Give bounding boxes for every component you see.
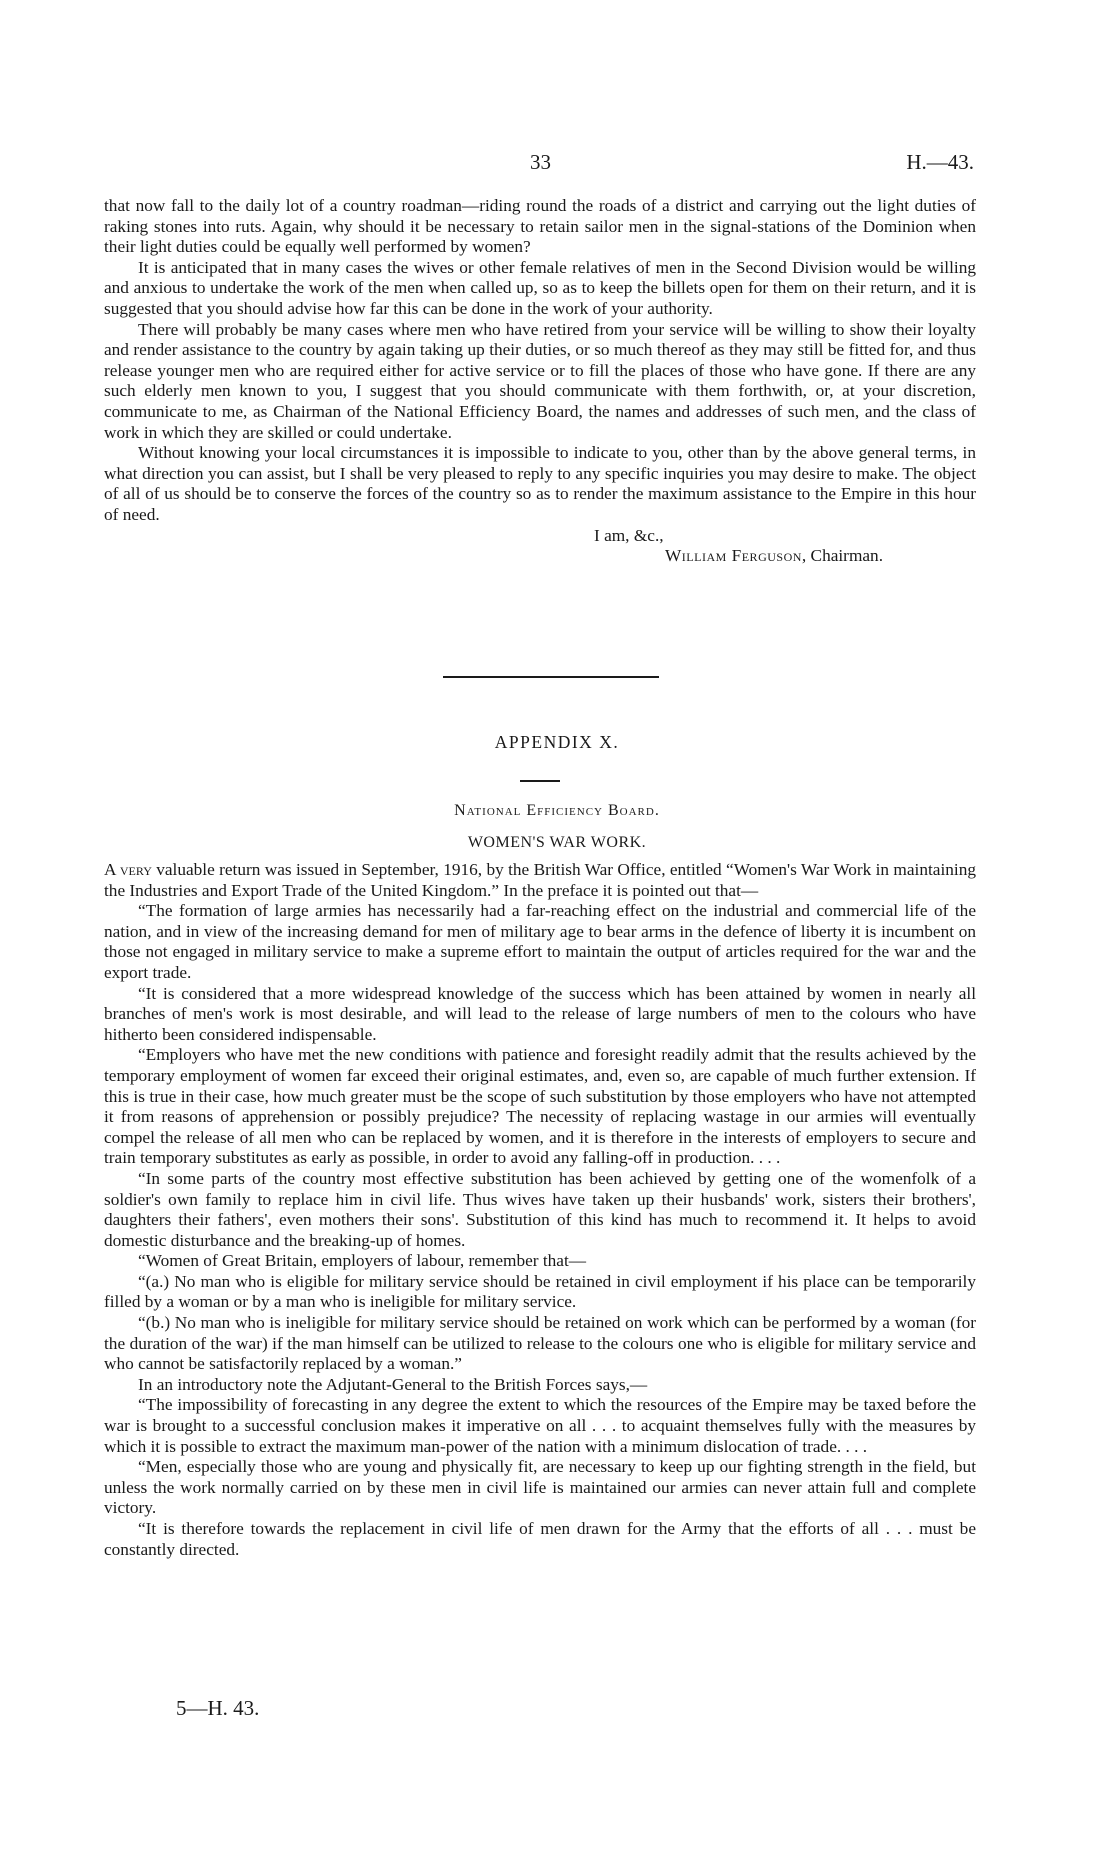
footer-reference: 5—H. 43. bbox=[176, 1696, 260, 1720]
paragraph: “The impossibility of forecasting in any degree the extent to which the resources of the Empire may be taxed before the war is brought to a successful conclusion makes it imperative on all . . . to acquaint themselves fully with the measures by which it is possible to extract the maximum man-power of the nation with a minimum dislocation of trade. . . . bbox=[104, 1395, 976, 1456]
closing: I am, &c., bbox=[594, 525, 664, 545]
paragraph: In an introductory note the Adjutant-General to the British Forces says,— bbox=[138, 1374, 648, 1394]
paragraph: “Employers who have met the new conditions with patience and foresight readily admit that the results achieved by the temporary employment of women far exceed their original estimates, and, even so, are capable of much further extension. If this is true in their case, how much greater must be the scope of such substitution by those employers who have not attempted it from reasons of apprehension or possibly prejudice? The necessity of replacing wastage in our armies will eventually compel the release of all men who can be replaced by women, and it is therefore in the interests of employers to secure and train temporary substitutes as early as possible, in order to avoid any falling-off in production. . . . bbox=[104, 1045, 976, 1168]
paragraph: “The formation of large armies has necessarily had a far-reaching effect on the industrial and commercial life of the nation, and in view of the increasing demand for men of military age to bear arms in the defence of liberty it is incumbent on those not engaged in military service to make a supreme effort to maintain the output of articles required for the war and the export trade. bbox=[104, 901, 976, 982]
signatory-name: William Ferguson bbox=[665, 546, 802, 566]
page-number: 33 bbox=[530, 150, 551, 174]
paragraph: Without knowing your local circumstances it is impossible to indicate to you, other than by the above general terms, in what direction you can assist, but I shall be very pleased to reply to any specific inquiries you may desire to make. The object of all of us should be to conserve the forces of the country so as to render the maximum assistance to the Empire in this hour of need. bbox=[104, 443, 976, 524]
letter-continuation bbox=[104, 196, 976, 567]
paragraph: “In some parts of the country most effective substitution has been achieved by getting one of the womenfolk of a soldier's own family to replace him in civil life. Thus wives have taken up their husbands' work, sisters their brothers', daughters their fathers', even mothers their sons'. Substitution of this kind has much to recommend it. It helps to avoid domestic disturbance and the breaking-up of homes. bbox=[104, 1168, 976, 1250]
intro-lead: A very bbox=[104, 860, 152, 879]
signatory-title: , Chairman. bbox=[801, 546, 884, 566]
section-divider bbox=[443, 676, 659, 678]
paragraph: “(a.) No man who is eligible for military service should be retained in civil employment if his place can be temporarily filled by a woman or by a man who is ineligible for military service. bbox=[104, 1271, 976, 1312]
document-reference: H.—43. bbox=[906, 150, 974, 174]
heading-rule bbox=[520, 780, 560, 782]
paragraph: that now fall to the daily lot of a country roadman—riding round the roads of a district and carrying out the light duties of raking stones into ruts. Again, why should it be necessary to retain sailor men in the signal-stations of the Dominion when their light duties could be equally well performed by women? bbox=[104, 196, 976, 257]
paragraph: “(b.) No man who is ineligible for military service should be retained on work which can be performed by a woman (for the duration of the war) if the man himself can be utilized to release to the colours one who is eligible for military service and who cannot be satisfactorily replaced by a woman.” bbox=[104, 1313, 976, 1374]
board-name: National Efficiency Board. bbox=[454, 802, 660, 819]
paragraph: “Men, especially those who are young and physically fit, are necessary to keep up our fighting strength in the field, but unless the work normally carried on by these men in civil life is maintained our armies can never attain full and complete victory. bbox=[104, 1457, 976, 1518]
appendix-body bbox=[104, 860, 976, 1560]
section-subheading: WOMEN'S WAR WORK. bbox=[467, 834, 647, 851]
intro-text: valuable return was issued in September, 1916, by the British War Office, entitled “Women's War Work in maintaining the Industries and Export Trade of the United Kingdom.” In the preface it is pointed out that— bbox=[104, 860, 976, 900]
paragraph: “Women of Great Britain, employers of labour, remember that— bbox=[138, 1251, 587, 1271]
paragraph: It is anticipated that in many cases the wives or other female relatives of men in the Second Division would be willing and anxious to undertake the work of the men when called up, so as to keep the billets open for them on their return, and it is suggested that you should advise how far this can be done in the work of your authority. bbox=[104, 257, 976, 318]
paragraph: There will probably be many cases where men who have retired from your service will be willing to show their loyalty and render assistance to the country by again taking up their duties, or so much thereof as they may still be fitted for, and thus release younger men who are required either for active service or to fill the places of those who have gone. If there are any such elderly men known to you, I suggest that you should communicate with them forthwith, or, at your discretion, communicate to me, as Chairman of the National Efficiency Board, the names and addresses of such men, and the class of work in which they are skilled or could undertake. bbox=[104, 319, 976, 442]
intro-paragraph bbox=[104, 860, 976, 901]
appendix-heading: APPENDIX X. bbox=[494, 732, 620, 752]
paragraph: “It is considered that a more widespread knowledge of the success which has been attained by women in nearly all branches of men's work is most desirable, and will lead to the release of large numbers of men to the colours who have hitherto been considered indispensable. bbox=[104, 983, 976, 1044]
signature-line bbox=[104, 546, 976, 567]
paragraph: “It is therefore towards the replacement in civil life of men drawn for the Army that the efforts of all . . . must be constantly directed. bbox=[104, 1519, 976, 1559]
